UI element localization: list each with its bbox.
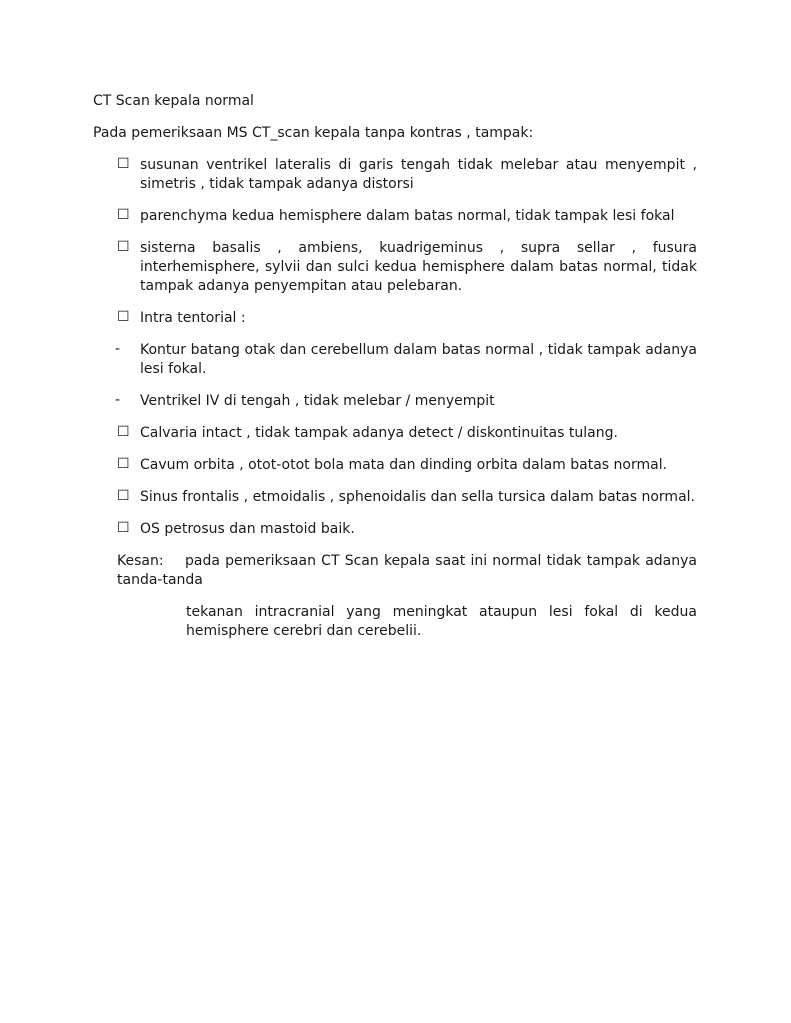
checkbox-bullet-icon: ☐: [117, 488, 130, 504]
checkbox-bullet-icon: ☐: [117, 207, 130, 223]
list-item-text: Sinus frontalis , etmoidalis , sphenoidalis dan sella tursica dalam batas normal.: [140, 489, 695, 505]
dash-bullet-icon: -: [115, 341, 121, 357]
list-item: [93, 156, 697, 194]
conclusion-label: Kesan:: [117, 553, 164, 569]
list-item-text: Calvaria intact , tidak tampak adanya detect / diskontinuitas tulang.: [140, 425, 618, 441]
list-item: [93, 341, 697, 379]
list-item: [93, 392, 697, 411]
list-item: [93, 456, 697, 475]
list-item: [93, 207, 697, 226]
list-item: [93, 309, 697, 328]
list-item-text: Ventrikel IV di tengah , tidak melebar / menyempit: [140, 393, 495, 409]
checkbox-bullet-icon: ☐: [117, 309, 130, 325]
list-item-text: Kontur batang otak dan cerebellum dalam batas normal , tidak tampak adanya lesi fokal.: [140, 342, 697, 377]
checkbox-bullet-icon: ☐: [117, 156, 130, 172]
conclusion-section: [93, 552, 697, 590]
list-item-text: Intra tentorial :: [140, 310, 246, 326]
list-item-text: susunan ventrikel lateralis di garis tengah tidak melebar atau menyempit , simetris , tidak tampak adanya distorsi: [140, 157, 697, 192]
list-item-text: sisterna basalis , ambiens, kuadrigeminus , supra sellar , fusura interhemisphere, sylvii dan sulci kedua hemisphere dalam batas normal, tidak tampak adanya penyempitan atau pelebaran.: [140, 240, 697, 294]
conclusion-text: pada pemeriksaan CT Scan kepala saat ini normal tidak tampak adanya tanda-tanda: [117, 553, 697, 588]
document-title: CT Scan kepala normal: [93, 93, 254, 109]
checkbox-bullet-icon: ☐: [117, 239, 130, 255]
checkbox-bullet-icon: ☐: [117, 456, 130, 472]
dash-bullet-icon: -: [115, 392, 121, 408]
list-item: [93, 520, 697, 539]
conclusion-continuation: tekanan intracranial yang meningkat ataupun lesi fokal di kedua hemisphere cerebri dan cerebelii.: [186, 604, 697, 639]
checkbox-bullet-icon: ☐: [117, 424, 130, 440]
conclusion-line: [117, 552, 697, 590]
document-body: [93, 92, 697, 641]
list-item-text: OS petrosus dan mastoid baik.: [140, 521, 355, 537]
list-item-text: parenchyma kedua hemisphere dalam batas normal, tidak tampak lesi fokal: [140, 208, 675, 224]
list-item-text: Cavum orbita , otot-otot bola mata dan dinding orbita dalam batas normal.: [140, 457, 668, 473]
checkbox-bullet-icon: ☐: [117, 520, 130, 536]
list-item: [93, 488, 697, 507]
list-item: [93, 424, 697, 443]
list-item: [93, 239, 697, 296]
intro-paragraph: Pada pemeriksaan MS CT_scan kepala tanpa kontras , tampak:: [93, 125, 534, 141]
